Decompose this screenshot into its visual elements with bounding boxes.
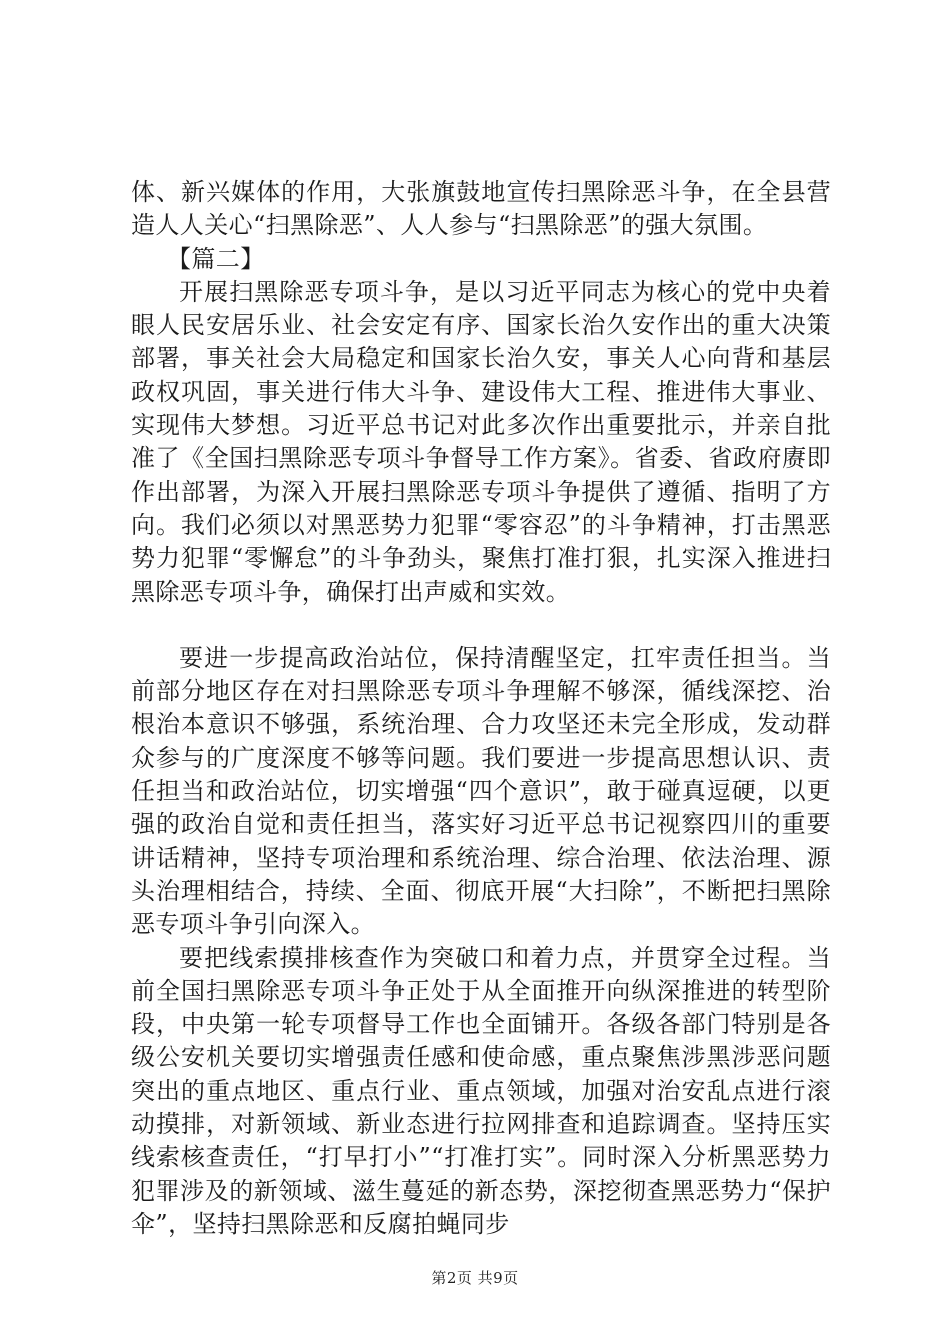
paragraph-continued: 体、新兴媒体的作用，大张旗鼓地宣传扫黑除恶斗争，在全县营造人人关心“扫黑除恶”、人人参与“扫黑除恶”的强大氛围。 bbox=[131, 178, 831, 240]
paragraph: 要把线索摸排核查作为突破口和着力点，并贯穿全过程。当前全国扫黑除恶专项斗争正处于从全面推开向纵深推进的转型阶段，中央第一轮专项督导工作也全面铺开。各级各部门特别是各级公安机关要切实增强责任感和使命感，重点聚焦涉黑涉恶问题突出的重点地区、重点行业、重点领域，加强对治安乱点进行滚动摸排，对新领域、新业态进行拉网排查和追踪调查。坚持压实线索核查责任，“打早打小”“打准打实”。同时深入分析黑恶势力犯罪涉及的新领域、滋生蔓延的新态势，深挖彻查黑恶势力“保护伞”，坚持扫黑除恶和反腐拍蝇同步 bbox=[131, 943, 831, 1238]
document-body bbox=[131, 176, 831, 1241]
section-heading: 【篇二】 bbox=[167, 244, 265, 273]
page-number-footer: 第2页 共9页 bbox=[431, 1269, 519, 1287]
paragraph: 开展扫黑除恶专项斗争，是以习近平同志为核心的党中央着眼人民安居乐业、社会安定有序、国家长治久安作出的重大决策部署，事关社会大局稳定和国家长治久安，事关人心向背和基层政权巩固，事关进行伟大斗争、建设伟大工程、推进伟大事业、实现伟大梦想。习近平总书记对此多次作出重要批示，并亲自批准了《全国扫黑除恶专项斗争督导工作方案》。省委、省政府赓即作出部署，为深入开展扫黑除恶专项斗争提供了遵循、指明了方向。我们必须以对黑恶势力犯罪“零容忍”的斗争精神，打击黑恶势力犯罪“零懈怠”的斗争劲头，聚焦打准打狠，扎实深入推进扫黑除恶专项斗争，确保打出声威和实效。 bbox=[131, 277, 831, 606]
paragraph: 要进一步提高政治站位，保持清醒坚定，扛牢责任担当。当前部分地区存在对扫黑除恶专项斗争理解不够深，循线深挖、治根治本意识不够强，系统治理、合力攻坚还未完全形成，发动群众参与的广度深度不够等问题。我们要进一步提高思想认识、责任担当和政治站位，切实增强“四个意识”，敢于碰真逗硬，以更强的政治自觉和责任担当，落实好习近平总书记视察四川的重要讲话精神，坚持专项治理和系统治理、综合治理、依法治理、源头治理相结合，持续、全面、彻底开展“大扫除”，不断把扫黑除恶专项斗争引向深入。 bbox=[131, 643, 831, 939]
